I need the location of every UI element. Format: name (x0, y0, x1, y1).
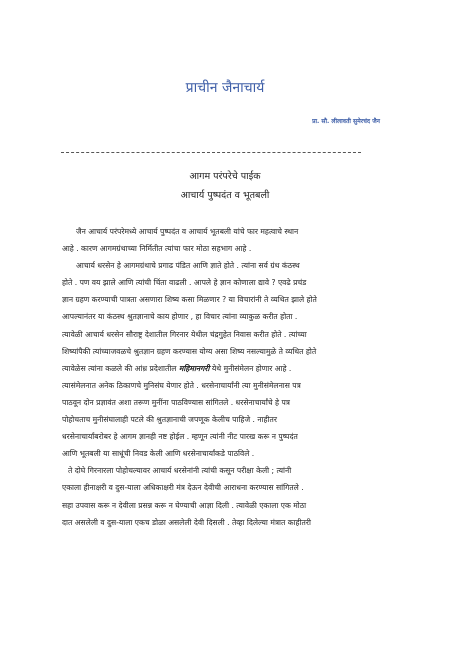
author-name: प्रा. सौ. लीलावती सुमेरचंद जैन (312, 118, 380, 125)
text-segment: येथे मुनीसंमेलन होणार आहे . (209, 363, 292, 373)
text-line: आचार्य धरसेन हे आगमग्रंथाचे प्रगाढ पंडित आणि ज्ञाते होते . त्यांना सर्व ग्रंथ कंठस्थ (76, 261, 300, 271)
text-line (62, 360, 378, 377)
section-heading: आगम परंपरेचे पाईक (189, 171, 261, 182)
place-name-emphasis: महिमानगरी (178, 363, 210, 373)
text-line: धरसेनाचार्यांबरोबर हे आगम ज्ञानही नष्ट होईल . म्हणून त्यांनी नीट पारख करू न पुष्पदंत (62, 432, 298, 442)
text-line: जैन आचार्य परंपरेमध्ये आचार्य पुष्पदंत व आचार्य भूतबली यांचे फार महत्वाचे स्थान (76, 227, 299, 236)
text-line: दात असलेली व दुस-याला एकच डोळा असलेली देवी दिसली . तेव्हा दिलेल्या मंत्रात काहीतरी (62, 517, 311, 527)
divider (61, 152, 361, 153)
text-line: पाठवून दोन प्रज्ञावंत अशा तरूण मुनींना पाठविण्यास सांगितले . धरसेनाचार्यांचे हे पत्र (62, 397, 290, 407)
document-title: प्राचीन जैनाचार्य (185, 80, 265, 96)
text-line: आणि भूतबली या साधूंची निवड केली आणि धरसेनाचार्यांकडे पाठविले . (62, 449, 255, 459)
text-line: पोहोचताच मुनीसंघालाही पटले की श्रुतज्ञानाची जपणूक केलीच पाहिजे . नाहीतर (62, 415, 277, 425)
document-body (62, 223, 378, 531)
text-segment: त्यावेळेस त्यांना कळले की आंध्र प्रदेशातील (62, 363, 179, 373)
text-line: आहे . कारण आगमग्रंथाच्या निर्मितीत त्यांचा फार मोठा सहभाग आहे . (62, 244, 252, 254)
text-line: होते . पण वय झाले आणि त्यांची चिंता वाढली . आपले हे ज्ञान कोणाला द्यावे ? एवढे प्रचंड (62, 278, 307, 288)
text-line: आपल्यानंतर या कंठस्थ श्रुतज्ञानाचे काय होणार , हा विचार त्यांना व्याकुळ करीत होता . (62, 312, 298, 322)
text-line: सहा उपवास करू न देवीला प्रसन्न करू न घेण्याची आज्ञा दिली . त्यावेळी एकाला एक मोठा (62, 500, 307, 510)
text-line: त्यावेळी आचार्य धरसेन सौराष्ट्र देशातील गिरनार येथील चंद्रगुहेत निवास करीत होते . त्यांच्या (62, 329, 307, 339)
text-line: ज्ञान ग्रहण करण्याची पात्रता असणारा शिष्य कसा मिळणार ? या विचारांनी ते व्यथित झाले होते (62, 295, 317, 305)
text-line: एकाला हीनाक्षरी व दुस-याला अधिकाक्षरी मंत्र देऊन देवीची आराधना करण्यास सांगितले . (62, 483, 304, 493)
text-line: त्यासंमेलनात अनेक ठिकाणचे मुनिसंघ येणार होते . धरसेनाचार्यांनी त्या मुनीसंमेलनास पत्र (62, 380, 301, 390)
text-line: शिष्यांपैकी त्यांच्याजवळचे श्रुतज्ञान ग्रहण करण्यास योग्य असा शिष्य नसल्यामुळे ते व्यथित होते (62, 346, 317, 356)
section-subheading: आचार्य पुष्पदंत व भूतबली (180, 190, 270, 201)
text-line: ते दोघे गिरनारला पोहोचल्यावर आचार्य धरसेनांनी त्यांची कसून परीक्षा केली ; त्यांनी (68, 466, 292, 476)
